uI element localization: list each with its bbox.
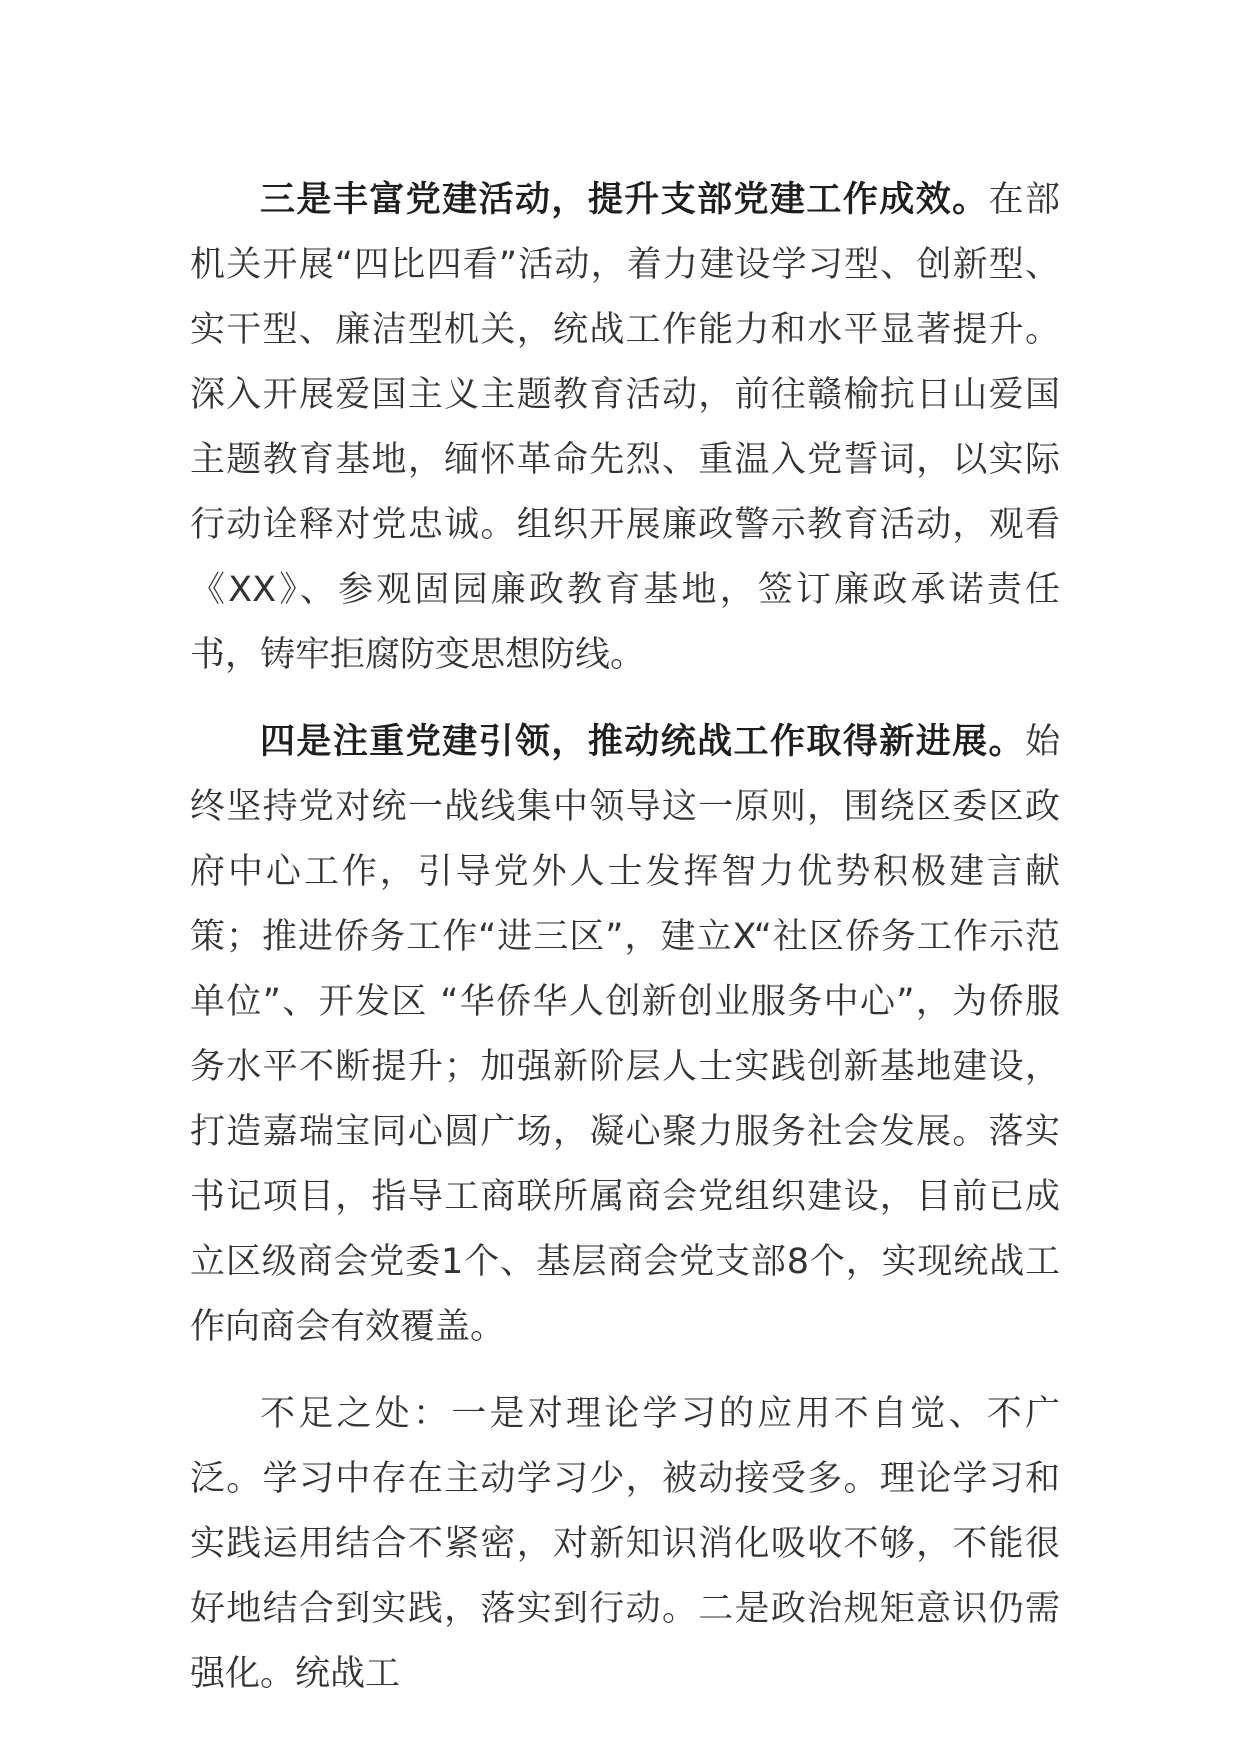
paragraph-heading: 三是丰富党建活动，提升支部党建工作成效。 <box>260 180 989 220</box>
paragraph-text: 始终坚持党对统一战线集中领导这一原则，围绕区委区政府中心工作，引导党外人士发挥智力优势积极建言献策；推进侨务工作“进三区”，建立X“社区侨务工作示范单位”、开发区 “华侨华人创新创业服务中心”，为侨服务水平不断提升；加强新阶层人士实践创新基地建设，打造嘉瑞宝同心圆广场，凝心聚力服务社会发展。落实书记项目，指导工商联所属商会党组织建设，目前已成立区级商会党委1个、基层商会党支部8个，实现统战工作向商会有效覆盖。 <box>190 722 1060 1347</box>
paragraph-party-activities <box>190 168 1060 688</box>
paragraph-party-leadership <box>190 710 1060 1360</box>
paragraph-text: 在部机关开展“四比四看”活动，着力建设学习型、创新型、实干型、廉洁型机关，统战工作能力和水平显著提升。深入开展爱国主义主题教育活动，前往赣榆抗日山爱国主题教育基地，缅怀革命先烈、重温入党誓词，以实际行动诠释对党忠诚。组织开展廉政警示教育活动，观看《XX》、参观固园廉政教育基地，签订廉政承诺责任书，铸牢拒腐防变思想防线。 <box>190 180 1060 675</box>
paragraph-text: 不足之处：一是对理论学习的应用不自觉、不广泛。学习中存在主动学习少，被动接受多。理论学习和实践运用结合不紧密，对新知识消化吸收不够，不能很好地结合到实践，落实到行动。二是政治规矩意识仍需强化。统战工 <box>190 1394 1060 1694</box>
document-body <box>190 168 1060 1707</box>
paragraph-shortcomings <box>190 1382 1060 1707</box>
paragraph-heading: 四是注重党建引领，推动统战工作取得新进展。 <box>260 722 1025 762</box>
